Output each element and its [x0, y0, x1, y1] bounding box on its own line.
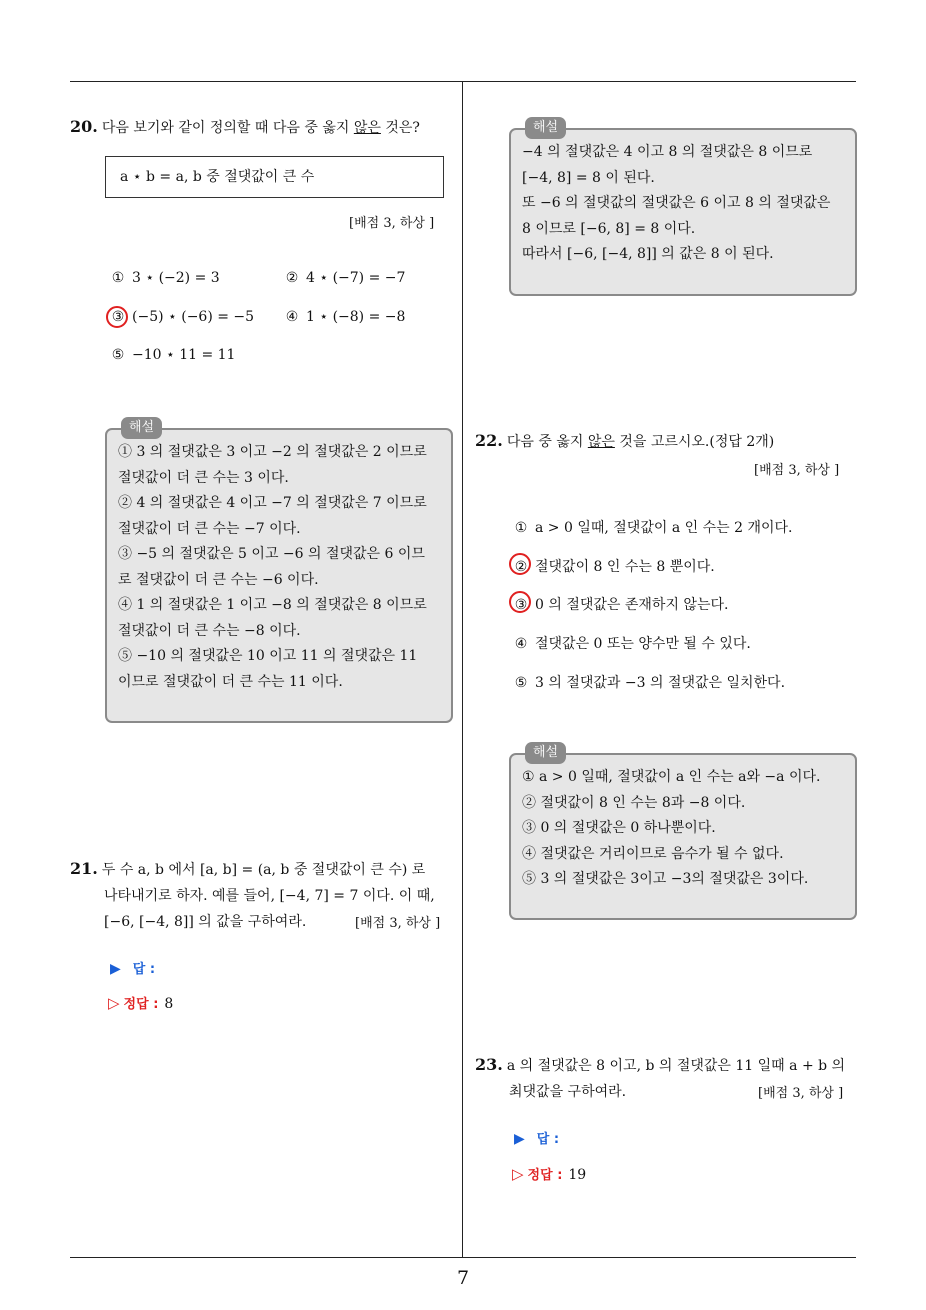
- answer-circle-mark: [509, 553, 531, 575]
- solution-box-22: [509, 745, 857, 920]
- option-5[interactable]: ⑤ 3 의 절댓값과 −3 의 절댓값은 일치한다.: [514, 675, 786, 691]
- outline-triangle-icon: ▷: [512, 1165, 524, 1183]
- correct-answer-label: 정답 :: [123, 997, 159, 1012]
- answer-circle-mark: [106, 306, 128, 328]
- question-text: a 의 절댓값은 8 이고, b 의 절댓값은 11 일때 a + b 의: [506, 1058, 846, 1074]
- play-triangle-icon: ▶: [110, 961, 121, 977]
- correct-answer-row: [512, 1164, 586, 1183]
- solution-line: 로 절댓값이 더 큰 수는 −6 이다.: [118, 571, 319, 588]
- option-1[interactable]: ① a > 0 일때, 절댓값이 a 인 수는 2 개이다.: [514, 520, 793, 536]
- question-number: 22.: [475, 431, 503, 450]
- score-meta: [배점 3, 하상 ]: [758, 1086, 844, 1101]
- question-text: 다음 보기와 같이 정의할 때 다음 중 옳지: [101, 120, 354, 136]
- solution-line: 따라서 [−6, [−4, 8]] 의 값은 8 이 된다.: [522, 246, 774, 262]
- answer-label: 답 :: [536, 1132, 560, 1147]
- option-5[interactable]: ⑤ −10 ⋆ 11 = 11: [111, 347, 236, 363]
- solution-line: ④ 1 의 절댓값은 1 이고 −8 의 절댓값은 8 이므로: [118, 597, 427, 613]
- question-underlined: 않은: [587, 434, 615, 450]
- question-number: 23.: [475, 1055, 503, 1074]
- column-divider: [462, 82, 463, 1257]
- option-3[interactable]: ③ 0 의 절댓값은 존재하지 않는다.: [514, 597, 729, 613]
- option-1[interactable]: ① 3 ⋆ (−2) = 3: [111, 270, 220, 286]
- answer-row: [514, 1128, 559, 1147]
- outline-triangle-icon: ▷: [108, 994, 120, 1012]
- option-4[interactable]: ④ 1 ⋆ (−8) = −8: [285, 309, 406, 325]
- option-4[interactable]: ④ 절댓값은 0 또는 양수만 될 수 있다.: [514, 636, 751, 652]
- solution-label: 해설: [525, 117, 566, 139]
- correct-answer-value: 8: [164, 996, 174, 1012]
- option-2[interactable]: ② 절댓값이 8 인 수는 8 뿐이다.: [514, 559, 715, 575]
- question-text: 최댓값을 구하여라.: [509, 1084, 627, 1100]
- question-text-end: 것을 고르시오.(정답 2개): [614, 434, 775, 450]
- solution-line: ② 절댓값이 8 인 수는 8과 −8 이다.: [522, 794, 746, 811]
- solution-line: ④ 절댓값은 거리이므로 음수가 될 수 없다.: [522, 845, 784, 862]
- score-meta: [배점 3, 하상 ]: [349, 216, 435, 231]
- solution-line: −4 의 절댓값은 4 이고 8 의 절댓값은 8 이므로: [522, 144, 813, 160]
- score-meta: [배점 3, 하상 ]: [355, 916, 441, 931]
- solution-line: ⑤ −10 의 절댓값은 10 이고 11 의 절댓값은 11: [118, 648, 418, 664]
- question-20: [70, 114, 420, 141]
- question-number: 20.: [70, 117, 98, 136]
- correct-answer-value: 19: [568, 1167, 587, 1183]
- score-meta: [배점 3, 하상 ]: [754, 463, 840, 478]
- option-3[interactable]: ③ (−5) ⋆ (−6) = −5: [111, 309, 255, 325]
- correct-answer-label: 정답 :: [527, 1168, 563, 1183]
- solution-line: 이므로 절댓값이 더 큰 수는 11 이다.: [118, 673, 343, 690]
- solution-line: 절댓값이 더 큰 수는 −8 이다.: [118, 622, 301, 639]
- solution-line: 또 −6 의 절댓값의 절댓값은 6 이고 8 의 절댓값은: [522, 195, 831, 211]
- solution-line: [−4, 8] = 8 이 된다.: [522, 169, 655, 186]
- solution-line: ② 4 의 절댓값은 4 이고 −7 의 절댓값은 7 이므로: [118, 495, 427, 511]
- question-text: 나타내기로 하자. 예를 들어, [−4, 7] = 7 이다. 이 때,: [104, 888, 435, 904]
- top-rule: [70, 81, 856, 82]
- solution-line: ⑤ 3 의 절댓값은 3이고 −3의 절댓값은 3이다.: [522, 871, 809, 887]
- solution-line: ③ −5 의 절댓값은 5 이고 −6 의 절댓값은 6 이므: [118, 546, 425, 562]
- solution-line: ③ 0 의 절댓값은 0 하나뿐이다.: [522, 820, 716, 836]
- question-text-end: 것은?: [380, 120, 420, 136]
- question-underlined: 않은: [353, 120, 381, 136]
- solution-box-20: [105, 420, 453, 723]
- page-number: 7: [456, 1267, 470, 1289]
- answer-row: [110, 958, 155, 977]
- option-2[interactable]: ② 4 ⋆ (−7) = −7: [285, 270, 406, 286]
- answer-circle-mark: [509, 591, 531, 613]
- solution-line: ① 3 의 절댓값은 3 이고 −2 의 절댓값은 2 이므로: [118, 444, 427, 460]
- solution-box-21: [509, 120, 857, 296]
- solution-label: 해설: [121, 417, 162, 439]
- question-text: 다음 중 옳지: [506, 434, 588, 450]
- solution-line: 절댓값이 더 큰 수는 3 이다.: [118, 469, 289, 486]
- solution-line: 8 이므로 [−6, 8] = 8 이다.: [522, 220, 696, 237]
- question-text: 두 수 a, b 에서 [a, b] = (a, b 중 절댓값이 큰 수) 로: [101, 862, 426, 878]
- correct-answer-row: [108, 993, 173, 1012]
- definition-box: a ⋆ b = a, b 중 절댓값이 큰 수: [105, 156, 444, 198]
- question-number: 21.: [70, 859, 98, 878]
- solution-line: ① a > 0 일때, 절댓값이 a 인 수는 a와 −a 이다.: [522, 769, 821, 785]
- question-22: [475, 428, 774, 455]
- solution-label: 해설: [525, 742, 566, 764]
- solution-line: 절댓값이 더 큰 수는 −7 이다.: [118, 520, 301, 537]
- answer-label: 답 :: [132, 962, 156, 977]
- question-text: [−6, [−4, 8]] 의 값을 구하여라.: [104, 914, 307, 930]
- bottom-rule: [70, 1257, 856, 1258]
- play-triangle-icon: ▶: [514, 1131, 525, 1147]
